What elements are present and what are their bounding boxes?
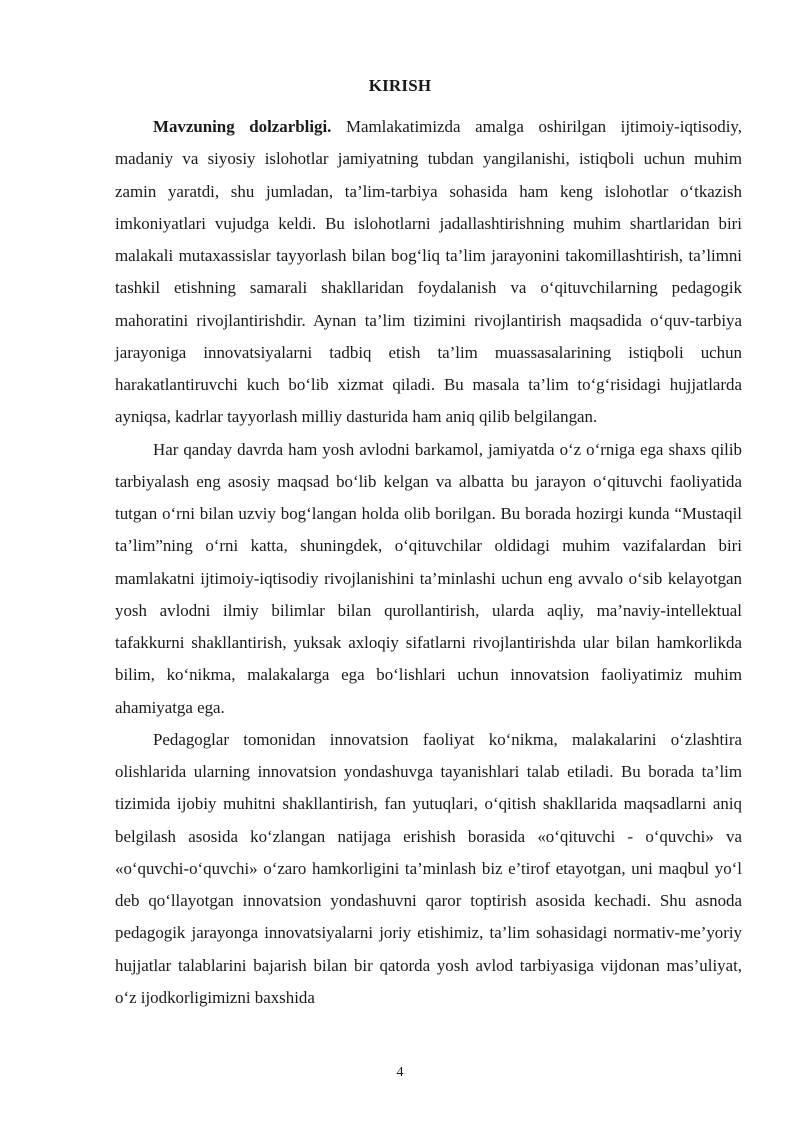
document-body — [115, 111, 742, 1014]
page-number: 4 — [396, 1065, 404, 1080]
paragraph-2 — [115, 434, 742, 724]
paragraph-text: Har qanday davrda ham yosh avlodni barkamol, jamiyatda o‘z o‘rniga ega shaxs qilib tarbiyalash eng asosiy maqsad bo‘lib kelgan va albatta bu jarayon o‘qituvchi faoliyatida tutgan o‘rni bilan uzviy bog‘langan holda olib borilgan. Bu borada hozirgi kunda “Mustaqil ta’lim”ning o‘rni katta, shuningdek, o‘qituvchilar oldidagi muhim vazifalardan biri mamlakatni ijtimoiy-iqtisodiy rivojlanishini ta’minlashi uchun eng avvalo o‘sib kelayotgan yosh avlodni ilmiy bilimlar bilan qurollantirish, ularda aqliy, ma’naviy-intellektual tafakkurni shakllantirish, yuksak axloqiy sifatlarni rivojlantirishda ular bilan hamkorlikda bilim, ko‘nikma, malakalarga ega bo‘lishlari uchun innovatsion faoliyatimiz muhim ahamiyatga ega. — [115, 439, 742, 717]
paragraph-lead: Mavzuning dolzarbligi. — [153, 117, 332, 136]
paragraph-1 — [115, 111, 742, 434]
section-heading: KIRISH — [368, 76, 432, 95]
paragraph-text: Mamlakatimizda amalga oshirilgan ijtimoiy-iqtisodiy, madaniy va siyosiy islohotlar jamiyatning tubdan yangilanishi, istiqboli uchun muhim zamin yaratdi, shu jumladan, ta’lim-tarbiya sohasida ham keng islohotlar o‘tkazish imkoniyatlari vujudga keldi. Bu islohotlarni jadallashtirishning muhim shartlaridan biri malakali mutaxassislar tayyorlash bilan bog‘liq ta’lim jarayonini takomillashtirish, ta’limni tashkil etishning samarali shakllaridan foydalanish va o‘qituvchilarning pedagogik mahoratini rivojlantirishdir. Aynan ta’lim tizimini rivojlantirish maqsadida o‘quv-tarbiya jarayoniga innovatsiyalarni tadbiq etish ta’lim muassasalarining istiqboli uchun harakatlantiruvchi kuch bo‘lib xizmat qiladi. Bu masala ta’lim to‘g‘risidagi hujjatlarda ayniqsa, kadrlar tayyorlash milliy dasturida ham aniq qilib belgilangan. — [115, 117, 742, 427]
paragraph-3 — [115, 724, 742, 1014]
paragraph-text: Pedagoglar tomonidan innovatsion faoliyat ko‘nikma, malakalarini o‘zlashtira olishlarida ularning innovatsion yondashuvga tayanishlari talab etiladi. Bu borada ta’lim tizimida ijobiy muhitni shakllantirish, fan yutuqlari, o‘qitish shakllarida maqsadlarni aniq belgilash asosida ko‘zlangan natijaga erishish borasida «o‘qituvchi - o‘quvchi» va «o‘quvchi-o‘quvchi» o‘zaro hamkorligini ta’minlash biz e’tirof etayotgan, uni maqbul yo‘l deb qo‘llayotgan innovatsion yondashuvni qaror toptirish asosida kechadi. Shu asnoda pedagogik jarayonga innovatsiyalarni joriy etishimiz, ta’lim sohasidagi normativ-me’yoriy hujjatlar talablarini bajarish bilan bir qatorda yosh avlod tarbiyasiga vijdonan mas’uliyat, o‘z ijodkorligimizni baxshida — [115, 729, 742, 1007]
